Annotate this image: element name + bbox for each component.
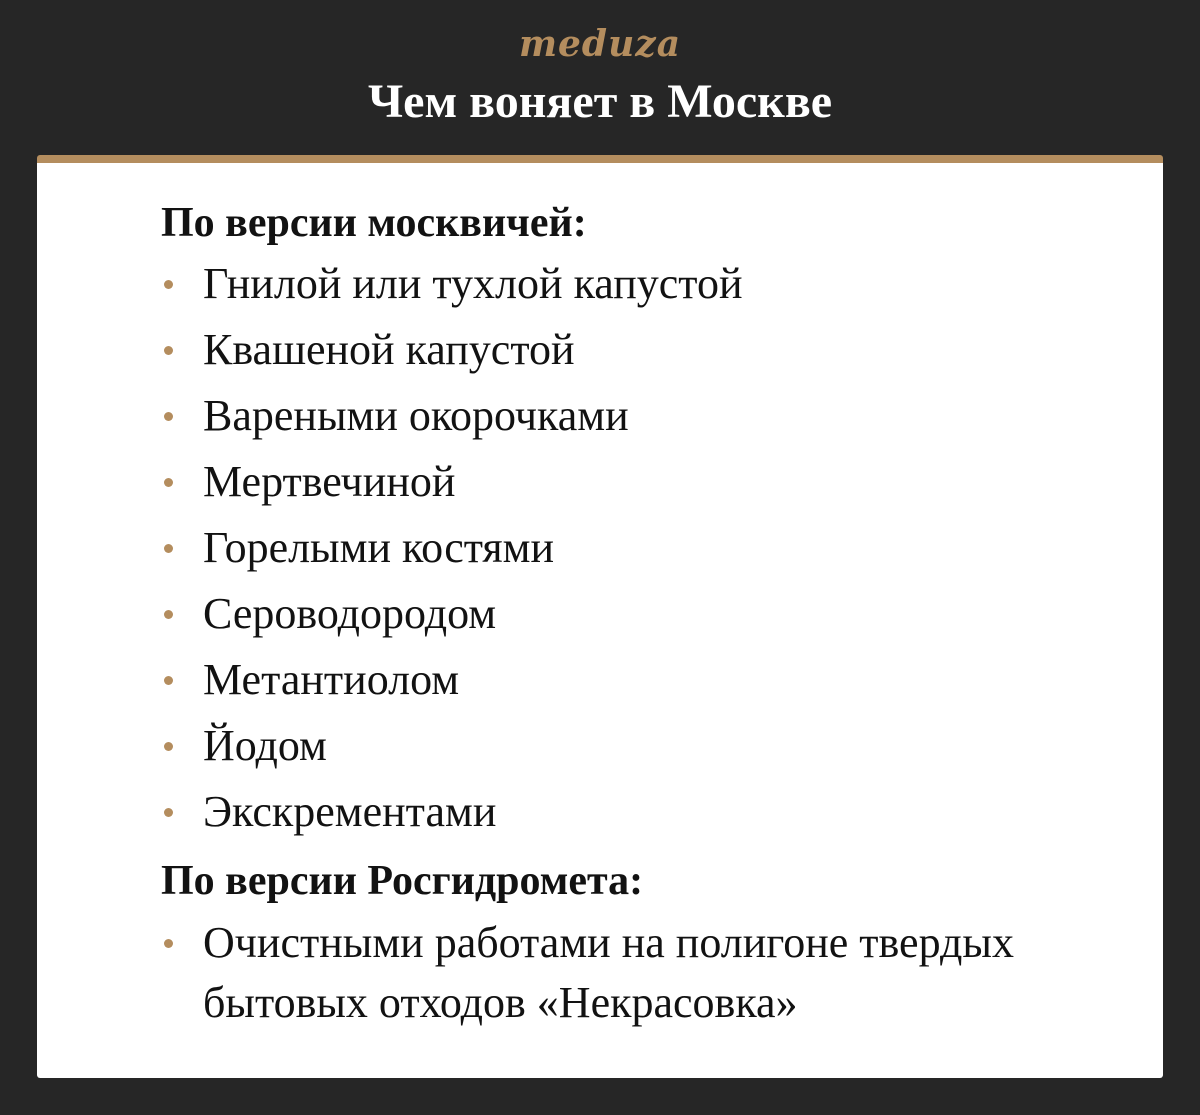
bullet-dot-icon [164, 939, 173, 948]
bullet-dot-icon [164, 676, 173, 685]
bullet-dot-icon [164, 808, 173, 817]
list-item [161, 251, 1121, 317]
bullet-dot-icon [164, 412, 173, 421]
list-item [161, 779, 1121, 845]
list-item [161, 383, 1121, 449]
content-card [37, 155, 1163, 1078]
bullet-dot-icon [164, 478, 173, 487]
list-item-text: Экскрементами [203, 787, 497, 836]
section-heading-roshydromet: По версии Росгидромета: [161, 858, 644, 904]
bullet-dot-icon [164, 346, 173, 355]
list-item [161, 317, 1121, 383]
bullet-dot-icon [164, 742, 173, 751]
roshydromet-list [161, 913, 1121, 1033]
list-item [161, 515, 1121, 581]
list-item-text: Очистными работами на полигоне твердых бытовых отходов «Некрасовка» [203, 918, 1014, 1027]
list-item-text: Вареными окорочками [203, 391, 629, 440]
list-item-text: Мертвечиной [203, 457, 456, 506]
list-item [161, 713, 1121, 779]
bullet-dot-icon [164, 280, 173, 289]
list-item [161, 581, 1121, 647]
list-item [161, 913, 1121, 1033]
meduza-logo: meduza [518, 23, 682, 65]
muscovites-list [161, 251, 1121, 845]
page-title: Чем воняет в Москве [367, 75, 833, 128]
list-item [161, 449, 1121, 515]
bullet-dot-icon [164, 610, 173, 619]
list-item-text: Йодом [203, 721, 327, 770]
list-item-text: Квашеной капустой [203, 325, 575, 374]
list-item [161, 647, 1121, 713]
list-item-text: Сероводородом [203, 589, 497, 638]
list-item-text: Метантиолом [203, 655, 460, 704]
list-item-text: Горелыми костями [203, 523, 555, 572]
card-content [161, 195, 1121, 1033]
section-heading-muscovites: По версии москвичей: [161, 200, 587, 246]
list-item-text: Гнилой или тухлой капустой [203, 259, 743, 308]
bullet-dot-icon [164, 544, 173, 553]
